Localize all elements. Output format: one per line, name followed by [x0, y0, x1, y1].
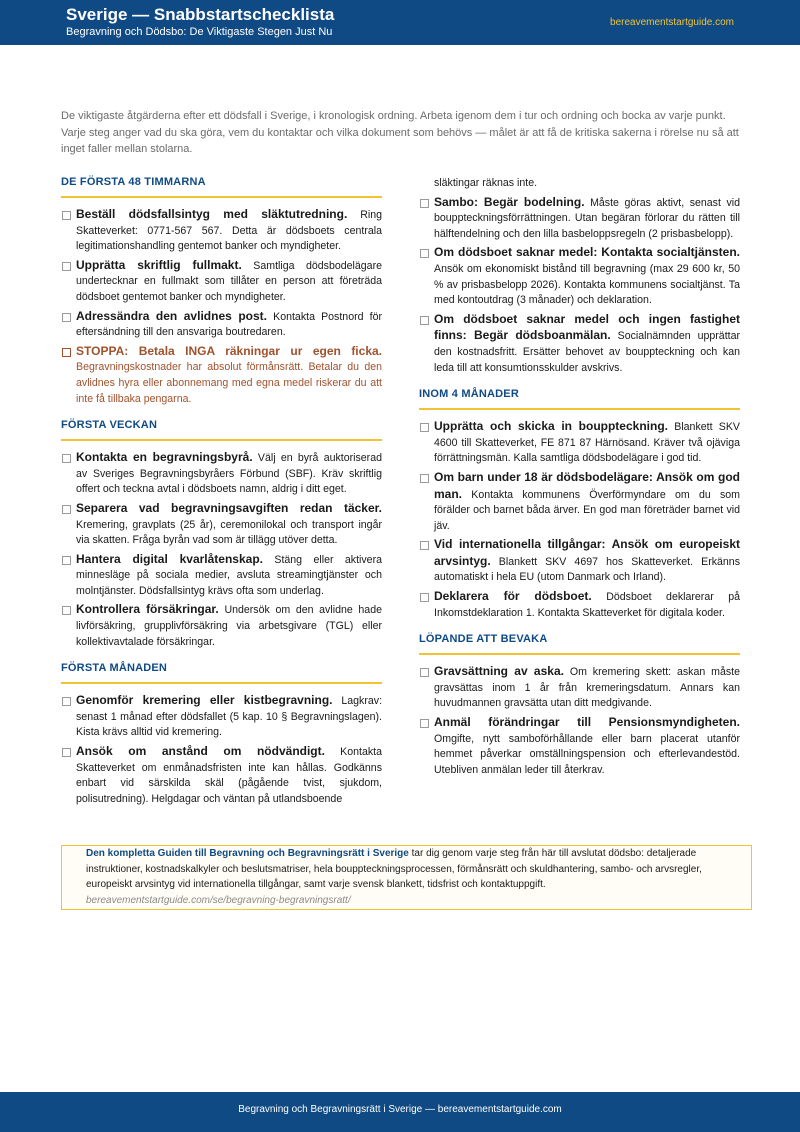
checklist-item: [61, 744, 382, 807]
page-title: Sverige — Snabbstartschecklista: [66, 5, 335, 24]
checkbox[interactable]: [62, 697, 71, 706]
item-heading: Gravsättning av aska.: [434, 664, 564, 679]
item-heading: Anmäl förändringar till Pensionsmyndigheten.: [434, 715, 740, 730]
guide-url-link[interactable]: bereavementstartguide.com/se/begravning-begravningsratt/: [86, 894, 351, 906]
item-heading: Adressändra den avlidnes post.: [76, 308, 267, 323]
item-heading: Om barn under 18 är dödsbodelägare: Ansök om god man.: [434, 469, 740, 501]
checkbox[interactable]: [420, 541, 429, 550]
left-column: [61, 176, 382, 819]
item-heading: Beställ dödsfallsintyg med släktutredning.: [76, 207, 348, 221]
item-heading: Upprätta skriftlig fullmakt.: [76, 257, 242, 272]
item-heading: Separera vad begravningsavgiften redan täcker.: [76, 500, 382, 515]
section-heading: INOM 4 MÅNADER: [419, 388, 740, 410]
checklist-item: [419, 312, 740, 376]
item-heading: Deklarera för dödsboet.: [434, 589, 592, 604]
item-body: Begravningskostnader har absolut förmånsrätt. Betalar du den avlidnes hyra eller abonnemang med egna medel riskerar du att inte få tillbaka pengarna.: [76, 361, 382, 405]
checkbox[interactable]: [420, 593, 429, 602]
item-body: Ring Skatteverket: 0771-567 567. Detta är dödsboets centrala legitimationshandling gentemot banker och myndigheter.: [76, 209, 382, 253]
checkbox[interactable]: [62, 606, 71, 615]
checkbox[interactable]: [62, 454, 71, 463]
section-heading: FÖRSTA VECKAN: [61, 419, 382, 441]
section-heading: DE FÖRSTA 48 TIMMARNA: [61, 176, 382, 198]
item-body: Kontakta Skatteverket om enmånadsfristen inte kan hållas. Godkänns enbart vid särskilda skäl (pågående tvist, sjukdom, polisutredning). Helgdagar och väntan på utlandsboende: [76, 746, 382, 805]
checkbox[interactable]: [62, 556, 71, 565]
item-body: Kremering, gravplats (25 år), ceremonilokal och transport ingår via skatten. Fråga byrån vad som är tillägg utöver detta.: [76, 518, 382, 547]
checkbox[interactable]: [62, 262, 71, 271]
section-ongoing: [419, 633, 740, 778]
item-body: Kontakta kommunens Överförmyndare om du som förälder och barnet båda ärver. En god man företräder barnet vid jäv.: [434, 488, 740, 532]
item-body: Samtliga dödsbodelägare undertecknar en fullmakt som tillåter en person att företräda dödsboet gentemot banker och myndigheter.: [76, 259, 382, 303]
checklist-item: [61, 450, 382, 498]
section-within-4-months: [419, 388, 740, 621]
checkbox[interactable]: [62, 748, 71, 757]
guide-callout: [61, 845, 752, 910]
checklist-item: [61, 602, 382, 650]
intro-paragraph: De viktigaste åtgärderna efter ett dödsfall i Sverige, i kronologisk ordning. Arbeta igenom dem i tur och ordning och bocka av varje punkt. Varje steg anger vad du ska göra, vem du kontaktar och vilka dokument som behövs — målet är att få de kritiska sakerna i rörelse nu så att inget faller mellan stolarna.: [61, 110, 739, 155]
checklist-item: [419, 245, 740, 308]
item-heading: STOPPA: Betala INGA räkningar ur egen ficka.: [76, 343, 382, 358]
item-body: Stäng eller aktivera minnesläge på sociala medier, avsluta streamingtjänster och molntjänster. Dödsfallsintyg krävs ofta som underlag.: [76, 553, 382, 597]
checkbox[interactable]: [62, 211, 71, 220]
guide-link-title[interactable]: Den kompletta Guiden till Begravning och Begravningsrätt i Sverige: [86, 848, 409, 859]
item-body: Blankett SKV 4697 hos Skatteverket. Erkänns automatiskt i hela EU (utom Danmark och Irland).: [434, 555, 741, 584]
item-continuation: släktingar räknas inte.: [434, 177, 538, 189]
item-heading: Vid internationella tillgångar: Ansök om europeiskt arvsintyg.: [434, 537, 740, 568]
checklist-item: [61, 207, 382, 255]
checklist-item: [61, 309, 382, 341]
item-heading: Ansök om anstånd om nödvändigt.: [76, 744, 325, 759]
item-body: Omgifte, nytt samboförhållande eller barn placerat utanför hemmet påverkar omställningspension och efterlevandestöd. Utebliven anmälan leder till återkrav.: [434, 732, 740, 776]
checklist-item: [419, 664, 740, 712]
item-body: Ansök om ekonomiskt bistånd till begravning (max 29 600 kr, 50 % av prisbasbelopp 2026). Kontakta kommunens socialtjänst. Ta med kontoutdrag (3 månader) och deklaration.: [434, 262, 740, 307]
item-heading: Om dödsboet saknar medel och ingen fastighet finns: Begär dödsboanmälan.: [434, 311, 740, 343]
checklist-item: [419, 470, 740, 534]
checklist-item: [419, 589, 740, 621]
section-first-month-continued: [419, 195, 740, 377]
right-column: [419, 176, 740, 790]
item-heading: Upprätta och skicka in bouppteckning.: [434, 419, 668, 434]
section-first-month: [61, 662, 382, 807]
item-body: Socialnämnden upprättar den kostnadsfritt. Ersätter behovet av bouppteckning och kan leda till att konsumtionsskulder avskrivs.: [434, 330, 741, 374]
item-body: Välj en byrå auktoriserad av Sveriges Begravningsbyråers Förbund (SBF). Kräv skriftlig offert och teckna avtal i dödsboets namn, aldrig i ditt eget.: [76, 452, 382, 496]
item-body: Undersök om den avlidne hade livförsäkring, grupplivförsäkring via arbetsgivare (TGL) eller kollektivavtalade försäkringar.: [76, 604, 382, 648]
item-body: Dödsboet deklarerar på Inkomstdeklaration 1. Kontakta Skatteverket för digitala koder.: [434, 591, 740, 619]
header-bar: [0, 0, 800, 45]
item-heading: Kontakta en begravningsbyrå.: [76, 450, 253, 465]
header-domain-link[interactable]: bereavementstartguide.com: [610, 17, 734, 28]
checkbox[interactable]: [420, 719, 429, 728]
checklist-item: [61, 501, 382, 549]
page-subtitle: Begravning och Dödsbo: De Viktigaste Stegen Just Nu: [66, 26, 333, 38]
footer-bar: Begravning och Begravningsrätt i Sverige — bereavementstartguide.com: [0, 1092, 800, 1132]
checkbox[interactable]: [420, 199, 429, 208]
checklist-item: [419, 195, 740, 243]
checklist-item: [61, 258, 382, 306]
checklist-item: [419, 537, 740, 586]
checklist-item: [61, 552, 382, 600]
item-heading: Sambo: Begär bodelning.: [434, 194, 585, 209]
item-body: Blankett SKV 4600 till Skatteverket, FE 871 87 Härnösand. Kräver två ojäviga förrättningsmän. Kalla samtliga dödsbodelägare i god tid.: [434, 421, 740, 465]
item-heading: Kontrollera försäkringar.: [76, 602, 219, 617]
checklist-item: [419, 715, 740, 778]
warning-item: [61, 344, 382, 407]
checklist-item: [419, 419, 740, 467]
checkbox[interactable]: [420, 474, 429, 483]
checkbox[interactable]: [420, 316, 429, 325]
checkbox[interactable]: [62, 313, 71, 322]
checkbox[interactable]: [420, 668, 429, 677]
item-body: Lagkrav: senast 1 månad efter dödsfallet (5 kap. 10 § Begravningslagen). Kista krävs alltid vid kremering.: [76, 695, 383, 739]
checkbox[interactable]: [62, 348, 71, 357]
item-body: Måste göras aktivt, senast vid bouppteckningsförrättningen. Utan begäran förlorar du rätten till hälftendelning och den lilla basbeloppsregeln (2 prisbasbelopp).: [434, 196, 740, 240]
callout-text: tar dig genom varje steg från här till avslutat dödsbo: detaljerade instruktioner, kostnadskalkyler och beslutsmatriser, hela bouppteckningsprocessen, förmånsrätt och skuldhantering, sambo- och arvsregler, europeiskt arvsintyg vid internationella tillgångar, samt varje svensk blankett, tidsfrist och kontaktuppgift.: [86, 848, 702, 890]
section-heading: FÖRSTA MÅNADEN: [61, 662, 382, 684]
checkbox[interactable]: [420, 249, 429, 258]
checkbox[interactable]: [62, 505, 71, 514]
item-heading: Genomför kremering eller kistbegravning.: [76, 693, 333, 708]
section-first-48-hours: [61, 176, 382, 407]
checkbox[interactable]: [420, 423, 429, 432]
item-body: Kontakta Postnord för eftersändning till den ansvariga boutredaren.: [76, 310, 383, 339]
section-first-week: [61, 419, 382, 650]
checklist-item: [61, 693, 382, 741]
item-body: Om kremering skett: askan måste gravsättas inom 1 år från kremeringsdatum. Annars kan huvudmannen gravsätta utan ditt medgivande.: [434, 666, 740, 710]
section-heading: LÖPANDE ATT BEVAKA: [419, 633, 740, 655]
item-heading: Hantera digital kvarlåtenskap.: [76, 551, 263, 566]
item-heading: Om dödsboet saknar medel: Kontakta socialtjänsten.: [434, 245, 740, 260]
